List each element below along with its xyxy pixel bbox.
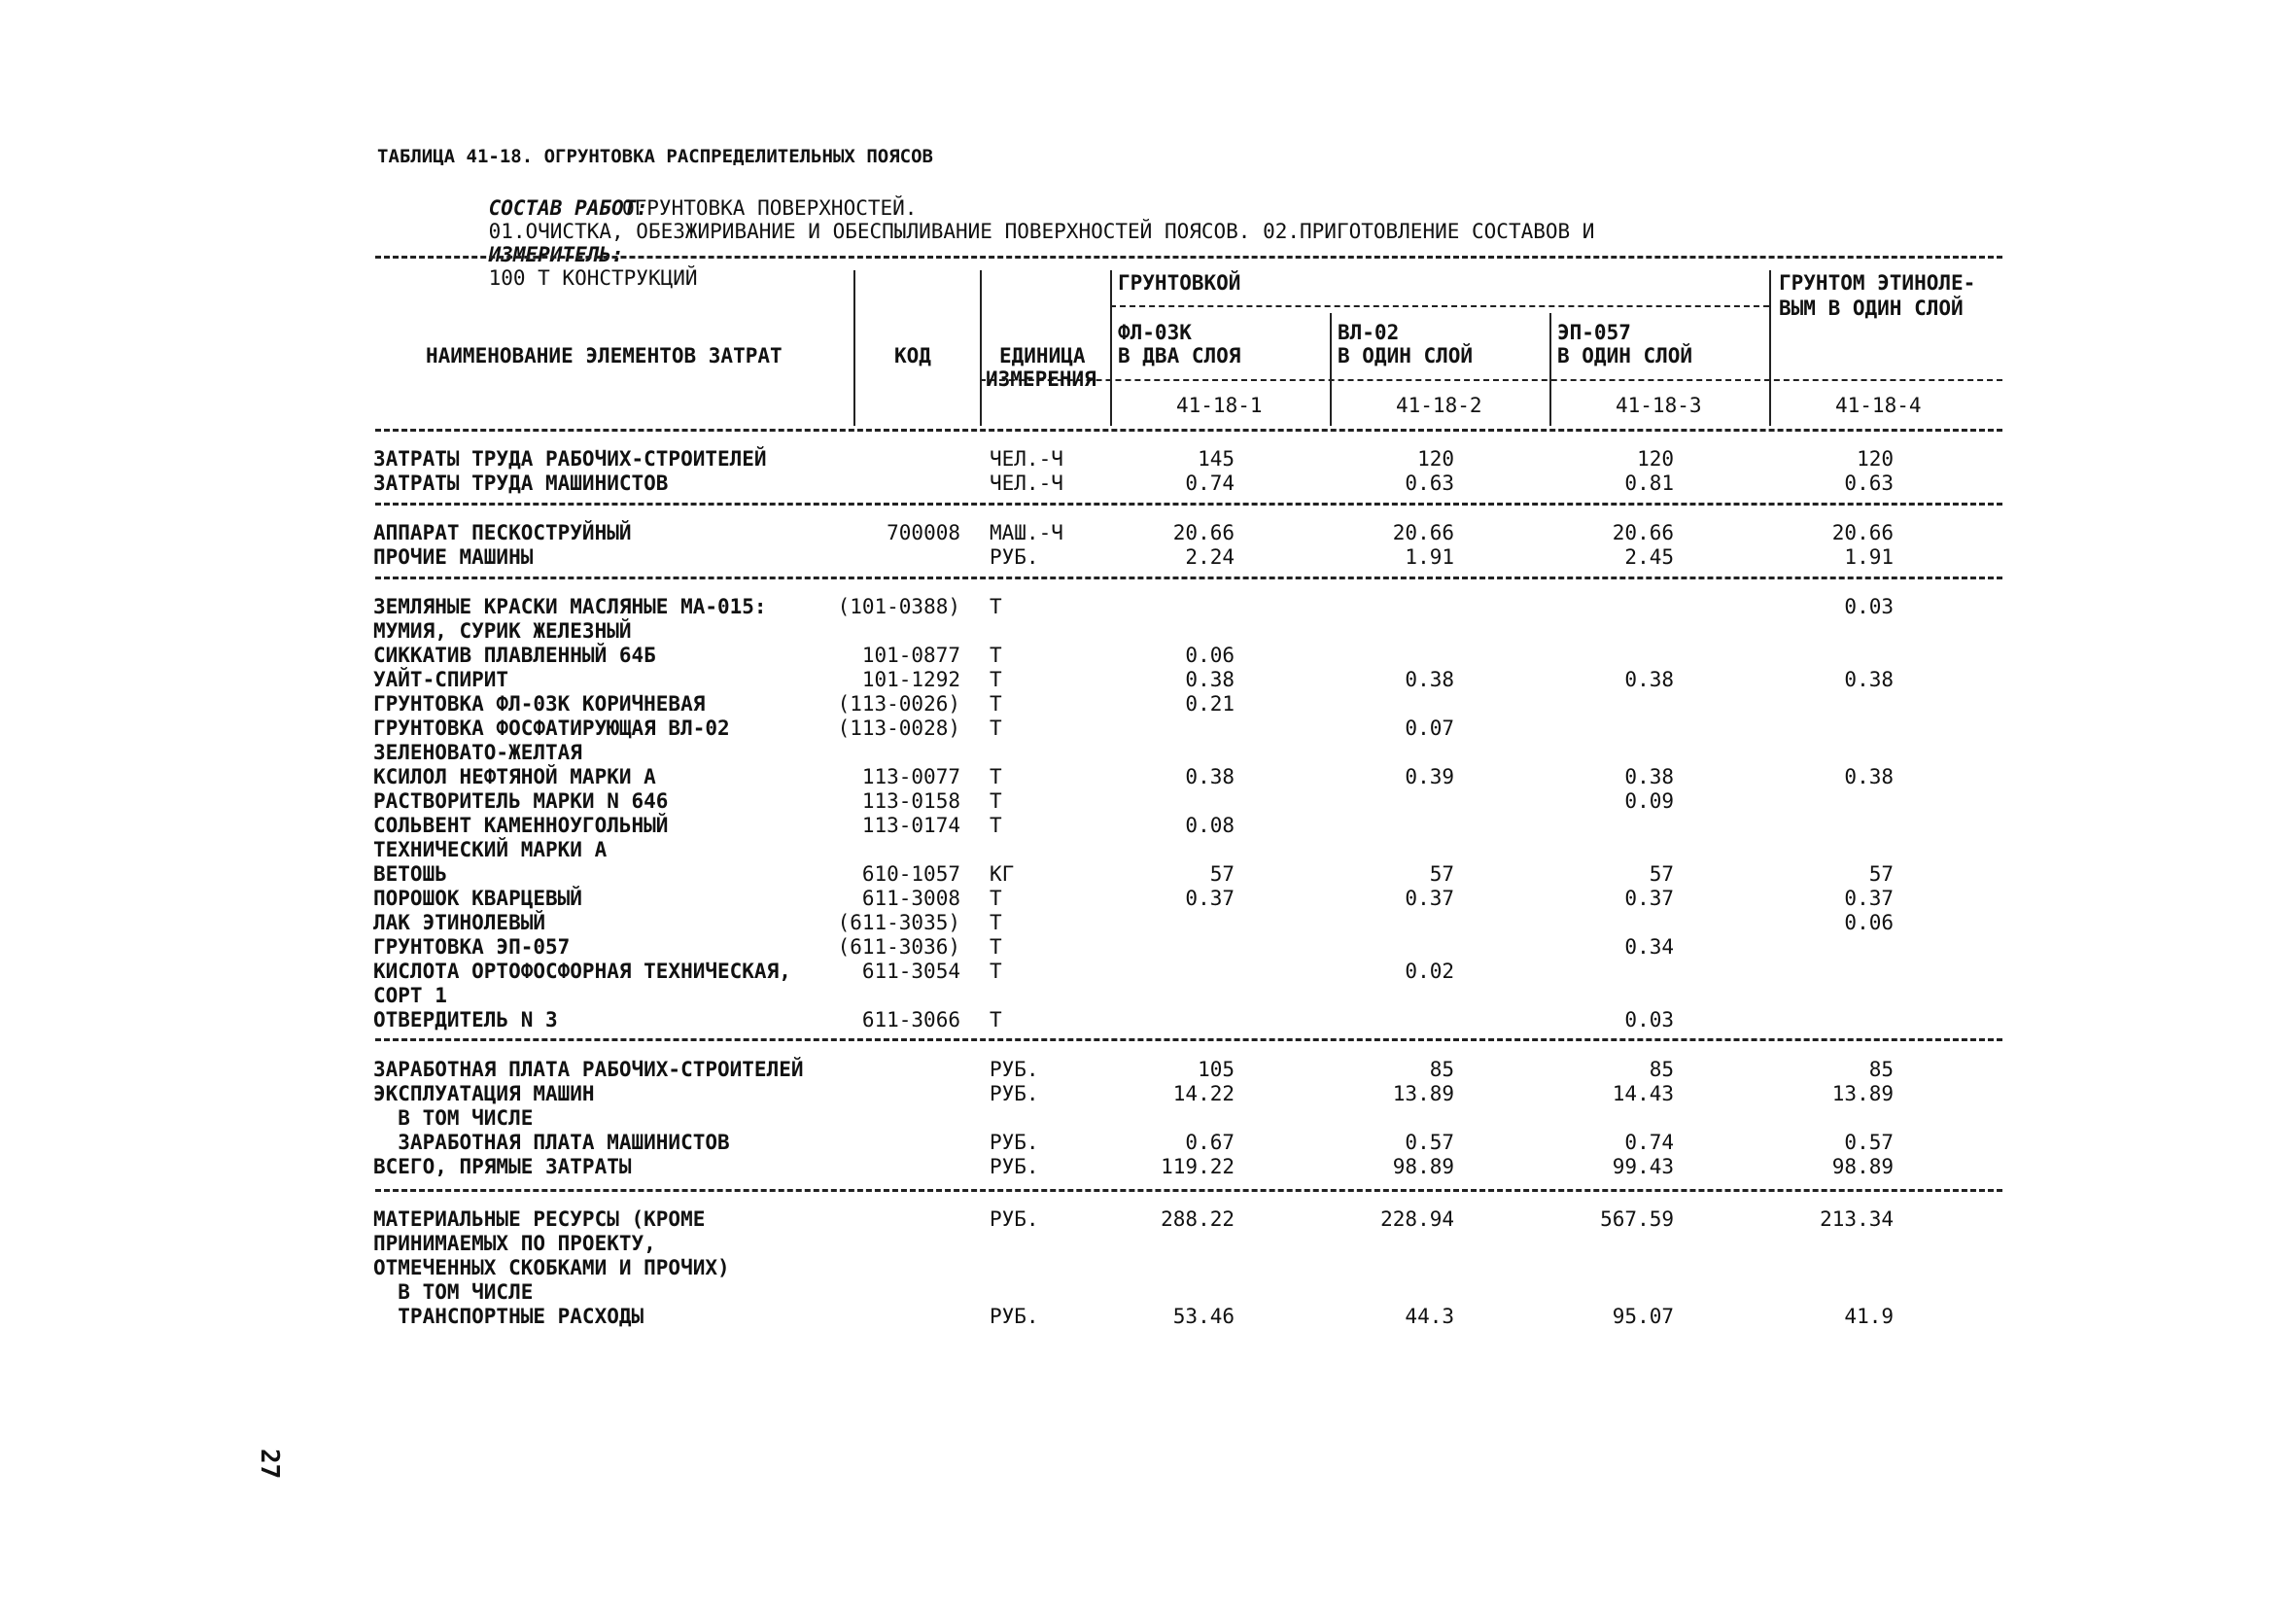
row-unit: Т: [990, 960, 1002, 983]
row-name: СИККАТИВ ПЛАВЛЕННЫЙ 64Б: [373, 644, 656, 667]
row-name: СОЛЬВЕНТ КАМЕННОУГОЛЬНЫЙ: [373, 814, 669, 837]
row-name: ЛАК ЭТИНОЛЕВЫЙ: [373, 911, 546, 934]
row-unit: Т: [990, 668, 1002, 691]
column-header-code: КОД: [894, 344, 931, 367]
row-value-col-1: 20.66: [1172, 521, 1235, 544]
row-value-col-4: 0.37: [1844, 887, 1894, 910]
row-unit: Т: [990, 789, 1002, 813]
price-code-3: 41-18-3: [1616, 394, 1702, 417]
sostav-label: СОСТАВ РАБОТ:: [488, 196, 648, 220]
row-value-col-3: 567.59: [1600, 1207, 1674, 1231]
row-value-col-4: 57: [1868, 862, 1894, 886]
row-value-col-1: 53.46: [1172, 1305, 1235, 1328]
row-unit: Т: [990, 717, 1002, 740]
row-value-col-3: 0.38: [1624, 765, 1674, 788]
page-number: 27: [255, 1449, 284, 1480]
column-header-unit-2: ИЗМЕРЕНИЯ: [986, 367, 1096, 391]
row-value-col-2: 98.89: [1392, 1155, 1454, 1178]
row-value-col-3: 0.03: [1624, 1008, 1674, 1031]
row-value-col-2: 13.89: [1392, 1082, 1454, 1105]
header-divider: [1769, 270, 1771, 426]
row-code: (113-0028): [837, 717, 960, 740]
price-code-1: 41-18-1: [1176, 394, 1263, 417]
header-bottom-rule: [375, 429, 2002, 432]
row-unit: РУБ.: [990, 545, 1039, 569]
subheader-vl02: ВЛ-02: [1338, 321, 1400, 344]
row-value-col-3: 0.74: [1624, 1131, 1674, 1154]
row-unit: Т: [990, 595, 1002, 618]
row-code: 113-0077: [861, 765, 960, 788]
row-value-col-2: 0.63: [1405, 472, 1454, 495]
izmeritel-line: [439, 220, 698, 313]
row-unit: РУБ.: [990, 1058, 1039, 1081]
row-value-col-2: 0.02: [1405, 960, 1454, 983]
row-unit: РУБ.: [990, 1155, 1039, 1178]
row-value-col-3: 95.07: [1612, 1305, 1674, 1328]
izmeritel-label: ИЗМЕРИТЕЛЬ:: [488, 243, 624, 266]
row-value-col-4: 41.9: [1844, 1305, 1894, 1328]
row-code: 611-3054: [861, 960, 960, 983]
row-name: ПРИНИМАЕМЫХ ПО ПРОЕКТУ,: [373, 1232, 656, 1255]
row-code: 113-0158: [861, 789, 960, 813]
izmeritel-value: 100 Т КОНСТРУКЦИЙ: [488, 266, 698, 290]
row-value-col-3: 99.43: [1612, 1155, 1674, 1178]
row-code: 113-0174: [861, 814, 960, 837]
row-value-col-3: 2.45: [1624, 545, 1674, 569]
row-unit: ЧЕЛ.-Ч: [990, 472, 1063, 495]
header-code-rule: [980, 379, 2002, 381]
row-name: КИСЛОТА ОРТОФОСФОРНАЯ ТЕХНИЧЕСКАЯ,: [373, 960, 791, 983]
row-unit: МАШ.-Ч: [990, 521, 1063, 544]
row-value-col-2: 0.57: [1405, 1131, 1454, 1154]
header-divider: [1330, 313, 1332, 426]
row-value-col-2: 0.39: [1405, 765, 1454, 788]
row-value-col-3: 0.37: [1624, 887, 1674, 910]
row-name: КСИЛОЛ НЕФТЯНОЙ МАРКИ А: [373, 765, 656, 788]
row-code: (611-3035): [837, 911, 960, 934]
row-code: 101-1292: [861, 668, 960, 691]
row-name: УАЙТ-СПИРИТ: [373, 668, 509, 691]
row-value-col-2: 57: [1429, 862, 1454, 886]
row-name: ТРАНСПОРТНЫЕ РАСХОДЫ: [373, 1305, 644, 1328]
row-name: В ТОМ ЧИСЛЕ: [373, 1106, 534, 1130]
row-unit: Т: [990, 887, 1002, 910]
row-value-col-4: 0.03: [1844, 595, 1894, 618]
row-name: В ТОМ ЧИСЛЕ: [373, 1280, 534, 1304]
column-header-unit-1: ЕДИНИЦА: [999, 344, 1086, 367]
row-code: 101-0877: [861, 644, 960, 667]
row-value-col-2: 0.07: [1405, 717, 1454, 740]
sostav-text-1: 01.ОЧИСТКА, ОБЕЗЖИРИВАНИЕ И ОБЕСПЫЛИВАНИЕ ПОВЕРХНОСТЕЙ ПОЯСОВ. 02.ПРИГОТОВЛЕНИЕ СОСТАВОВ И: [488, 220, 1595, 243]
row-code: (113-0026): [837, 692, 960, 716]
row-code: 610-1057: [861, 862, 960, 886]
row-name: ЭКСПЛУАТАЦИЯ МАШИН: [373, 1082, 595, 1105]
row-name: ЗАРАБОТНАЯ ПЛАТА МАШИНИСТОВ: [373, 1131, 730, 1154]
row-value-col-1: 0.21: [1185, 692, 1235, 716]
row-value-col-1: 288.22: [1161, 1207, 1235, 1231]
row-value-col-1: 105: [1198, 1058, 1235, 1081]
row-code: (611-3036): [837, 935, 960, 959]
header-divider: [980, 270, 982, 426]
row-value-col-2: 44.3: [1405, 1305, 1454, 1328]
row-value-col-3: 57: [1649, 862, 1674, 886]
column-header-name: НАИМЕНОВАНИЕ ЭЛЕМЕНТОВ ЗАТРАТ: [426, 344, 783, 367]
row-value-col-4: 98.89: [1831, 1155, 1894, 1178]
row-unit: РУБ.: [990, 1131, 1039, 1154]
row-unit: Т: [990, 814, 1002, 837]
row-name: МУМИЯ, СУРИК ЖЕЛЕЗНЫЙ: [373, 619, 632, 643]
row-value-col-1: 0.67: [1185, 1131, 1235, 1154]
subheader-vl02-layers: В ОДИН СЛОЙ: [1338, 344, 1474, 367]
row-unit: КГ: [990, 862, 1015, 886]
row-name: ЗАТРАТЫ ТРУДА МАШИНИСТОВ: [373, 472, 669, 495]
row-unit: РУБ.: [990, 1305, 1039, 1328]
row-name: ГРУНТОВКА ФЛ-03К КОРИЧНЕВАЯ: [373, 692, 706, 716]
row-name: ВСЕГО, ПРЯМЫЕ ЗАТРАТЫ: [373, 1155, 632, 1178]
row-name: ОТМЕЧЕННЫХ СКОБКАМИ И ПРОЧИХ): [373, 1256, 730, 1279]
row-name: ГРУНТОВКА ФОСФАТИРУЮЩАЯ ВЛ-02: [373, 717, 730, 740]
row-value-col-1: 57: [1209, 862, 1235, 886]
row-code: 700008: [887, 521, 960, 544]
row-value-col-2: 0.37: [1405, 887, 1454, 910]
row-unit: Т: [990, 644, 1002, 667]
subheader-fl03k-layers: В ДВА СЛОЯ: [1118, 344, 1241, 367]
row-value-col-2: 120: [1417, 447, 1454, 471]
row-code: 611-3066: [861, 1008, 960, 1031]
row-name: МАТЕРИАЛЬНЫЕ РЕСУРСЫ (КРОМЕ: [373, 1207, 706, 1231]
section-rule: [375, 1038, 2002, 1041]
row-unit: Т: [990, 911, 1002, 934]
row-unit: Т: [990, 935, 1002, 959]
header-divider: [853, 270, 855, 426]
row-value-col-4: 0.06: [1844, 911, 1894, 934]
row-code: 611-3008: [861, 887, 960, 910]
row-unit: Т: [990, 692, 1002, 716]
row-name: ЗАРАБОТНАЯ ПЛАТА РАБОЧИХ-СТРОИТЕЛЕЙ: [373, 1058, 804, 1081]
row-value-col-1: 0.06: [1185, 644, 1235, 667]
row-name: ЗЕЛЕНОВАТО-ЖЕЛТАЯ: [373, 741, 582, 764]
row-value-col-2: 85: [1429, 1058, 1454, 1081]
row-value-col-4: 85: [1868, 1058, 1894, 1081]
row-value-col-2: 228.94: [1380, 1207, 1454, 1231]
row-name: ТЕХНИЧЕСКИЙ МАРКИ А: [373, 838, 608, 861]
row-unit: Т: [990, 1008, 1002, 1031]
row-value-col-3: 85: [1649, 1058, 1674, 1081]
row-value-col-4: 0.57: [1844, 1131, 1894, 1154]
row-value-col-4: 120: [1857, 447, 1894, 471]
table-title: ТАБЛИЦА 41-18. ОГРУНТОВКА РАСПРЕДЕЛИТЕЛЬНЫХ ПОЯСОВ: [377, 146, 933, 167]
row-value-col-1: 145: [1198, 447, 1235, 471]
subheader-fl03k: ФЛ-03К: [1118, 321, 1192, 344]
row-name: СОРТ 1: [373, 984, 447, 1007]
row-value-col-4: 1.91: [1844, 545, 1894, 569]
section-rule: [375, 577, 2002, 579]
header-divider: [1110, 270, 1112, 426]
row-name: ВЕТОШЬ: [373, 862, 447, 886]
price-code-4: 41-18-4: [1835, 394, 1922, 417]
header-sub-rule: [1110, 305, 1769, 307]
header-top-rule: [375, 256, 2002, 259]
row-value-col-3: 0.09: [1624, 789, 1674, 813]
row-name: ЗЕМЛЯНЫЕ КРАСКИ МАСЛЯНЫЕ МА-015:: [373, 595, 767, 618]
section-rule: [375, 503, 2002, 506]
row-value-col-3: 0.81: [1624, 472, 1674, 495]
column-group-etinol-2: ВЫМ В ОДИН СЛОЙ: [1779, 297, 1964, 320]
row-value-col-4: 13.89: [1831, 1082, 1894, 1105]
row-code: (101-0388): [837, 595, 960, 618]
row-value-col-1: 2.24: [1185, 545, 1235, 569]
row-value-col-3: 14.43: [1612, 1082, 1674, 1105]
row-value-col-4: 213.34: [1820, 1207, 1894, 1231]
row-value-col-1: 0.38: [1185, 765, 1235, 788]
row-unit: Т: [990, 765, 1002, 788]
row-value-col-2: 20.66: [1392, 521, 1454, 544]
subheader-ep057-layers: В ОДИН СЛОЙ: [1557, 344, 1693, 367]
column-group-primer: ГРУНТОВКОЙ: [1118, 271, 1241, 295]
column-group-etinol-1: ГРУНТОМ ЭТИНОЛЕ-: [1779, 271, 1976, 295]
row-name: АППАРАТ ПЕСКОСТРУЙНЫЙ: [373, 521, 632, 544]
row-value-col-1: 0.38: [1185, 668, 1235, 691]
row-value-col-1: 0.08: [1185, 814, 1235, 837]
row-name: ЗАТРАТЫ ТРУДА РАБОЧИХ-СТРОИТЕЛЕЙ: [373, 447, 767, 471]
row-value-col-4: 20.66: [1831, 521, 1894, 544]
row-name: ПРОЧИЕ МАШИНЫ: [373, 545, 534, 569]
row-unit: РУБ.: [990, 1207, 1039, 1231]
row-name: ГРУНТОВКА ЭП-057: [373, 935, 571, 959]
row-value-col-3: 0.38: [1624, 668, 1674, 691]
row-name: РАСТВОРИТЕЛЬ МАРКИ N 646: [373, 789, 669, 813]
header-divider: [1549, 313, 1551, 426]
subheader-ep057: ЭП-057: [1557, 321, 1631, 344]
row-name: ОТВЕРДИТЕЛЬ N 3: [373, 1008, 558, 1031]
row-value-col-2: 0.38: [1405, 668, 1454, 691]
section-rule: [375, 1189, 2002, 1192]
row-value-col-3: 20.66: [1612, 521, 1674, 544]
sostav-text-2: ОГРУНТОВКА ПОВЕРХНОСТЕЙ.: [622, 196, 918, 220]
row-value-col-2: 1.91: [1405, 545, 1454, 569]
row-value-col-1: 14.22: [1172, 1082, 1235, 1105]
row-value-col-3: 120: [1637, 447, 1674, 471]
row-name: ПОРОШОК КВАРЦЕВЫЙ: [373, 887, 582, 910]
row-value-col-1: 0.37: [1185, 887, 1235, 910]
row-value-col-4: 0.63: [1844, 472, 1894, 495]
row-value-col-1: 0.74: [1185, 472, 1235, 495]
row-value-col-3: 0.34: [1624, 935, 1674, 959]
row-value-col-1: 119.22: [1161, 1155, 1235, 1178]
price-code-2: 41-18-2: [1396, 394, 1482, 417]
row-value-col-4: 0.38: [1844, 765, 1894, 788]
row-unit: ЧЕЛ.-Ч: [990, 447, 1063, 471]
row-unit: РУБ.: [990, 1082, 1039, 1105]
row-value-col-4: 0.38: [1844, 668, 1894, 691]
